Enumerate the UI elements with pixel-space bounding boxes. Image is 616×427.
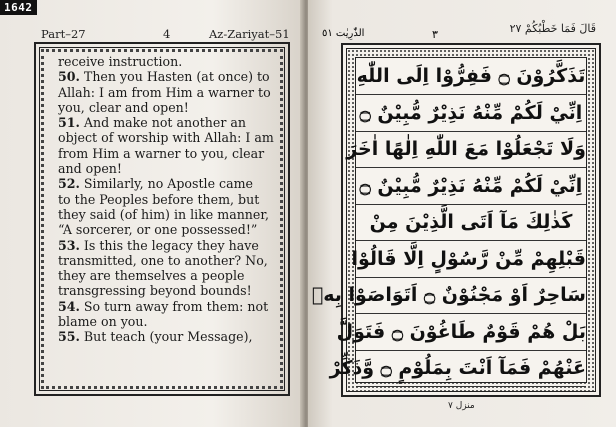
arabic-text: [311, 57, 587, 383]
line-text: Then you Hasten (at once) to: [79, 69, 270, 85]
arabic-line: وَلَا تَجْعَلُوْا مَعَ اللّٰهِ اِلٰهًا اٰخَرَ: [356, 131, 586, 168]
line-text: Allah: I am from Him a warner to: [58, 84, 271, 100]
arabic-line: بَلْ هُمْ قَوْمٌ طَاغُوْنَ ۝ فَتَوَلَّ: [356, 314, 586, 351]
arabic-frame-pattern: [311, 48, 596, 392]
verse-number: 50.: [58, 69, 80, 85]
line-text: to the Peoples before them, but: [58, 191, 260, 207]
line-text: But teach (your Message),: [79, 329, 253, 345]
text-line: [58, 222, 274, 237]
line-text: object of worship with Allah: I am: [58, 130, 274, 146]
verse-number: 55.: [58, 329, 80, 345]
text-line: [58, 238, 274, 253]
arabic-line: كَذٰلِكَ مَآ اَتَى الَّذِيْنَ مِنْ: [356, 204, 586, 241]
line-text: transmitted, one to another? No,: [58, 252, 268, 268]
arabic-line: تَذَكَّرُوْنَ ۝ فَفِرُّوْا اِلَى اللّٰهِ: [356, 58, 586, 95]
arabic-line: عَنْهُمْ فَمَآ اَنْتَ بِمَلُوْمٍ ۝ وَّذَكِّرْ: [356, 350, 586, 387]
arabic-line: اِنِّيْ لَكُمْ مِّنْهُ نَذِيْرٌ مُّبِيْنٌ ۝: [356, 168, 586, 205]
manzil-label: منزل ٧: [448, 401, 475, 411]
verse-number: 54.: [58, 298, 80, 314]
page-number: 4: [163, 27, 171, 41]
arabic-line: اِنِّيْ لَكُمْ مِّنْهُ نَذِيْرٌ مُّبِيْنٌ ۝: [356, 95, 586, 132]
line-text: you, clear and open!: [58, 99, 189, 115]
line-text: And make not another an: [79, 115, 246, 131]
line-text: they are themselves a people: [58, 268, 245, 284]
text-line: [58, 115, 274, 130]
line-text: they said (of him) in like manner,: [58, 206, 270, 222]
text-line: [58, 299, 274, 314]
line-text: Similarly, no Apostle came: [79, 176, 253, 192]
text-line: [58, 192, 274, 207]
text-line: [58, 130, 274, 145]
image-id-badge: 1642: [0, 0, 37, 15]
line-text: “A sorcerer, or one possessed!”: [58, 222, 258, 238]
verse-number: 51.: [58, 115, 80, 131]
arabic-surah-label: الذّٰرِيٰت ٥١: [322, 28, 365, 39]
arabic-frame: [311, 43, 601, 397]
arabic-line: قَبْلِهِمْ مِّنْ رَّسُوْلٍ اِلَّا قَالُوْا: [356, 241, 586, 278]
text-line: [58, 69, 274, 84]
verse-number: 52.: [58, 176, 80, 192]
text-line: [58, 161, 274, 176]
text-line: [58, 85, 274, 100]
text-line: [58, 268, 274, 283]
right-page: [308, 0, 616, 427]
text-line: [58, 146, 274, 161]
text-line: [58, 314, 274, 329]
line-text: transgressing beyond bounds!: [58, 283, 252, 299]
text-line: [58, 176, 274, 191]
line-text: Is this the legacy they have: [79, 237, 259, 253]
arabic-page-number: ٣: [432, 28, 438, 41]
text-line: [58, 100, 274, 115]
line-text: So turn away from them: not: [79, 298, 269, 314]
surah-label: Az-Zariyat–51: [209, 27, 290, 41]
text-line: [58, 283, 274, 298]
line-text: from Him a warner to you, clear: [58, 145, 265, 161]
part-label: Part–27: [41, 27, 86, 41]
text-line: [58, 253, 274, 268]
left-page: [0, 0, 304, 427]
frame-border: [39, 47, 285, 391]
text-line: [58, 207, 274, 222]
juz-title: قَالَ فَمَا خَطْبُكُمْ ٢٧: [509, 22, 596, 35]
text-frame: [34, 42, 290, 396]
verse-number: 53.: [58, 237, 80, 253]
text-line: [58, 329, 274, 344]
line-text: receive instruction.: [58, 54, 183, 69]
line-text: and open!: [58, 161, 122, 177]
line-text: blame on you.: [58, 314, 148, 330]
text-line: [58, 54, 274, 69]
arabic-line: سَاحِرٌ اَوْ مَجْنُوْنٌ ۝ اَتَوَاصَوْا بِهٖ: [356, 277, 586, 314]
translation-text: [58, 54, 274, 345]
